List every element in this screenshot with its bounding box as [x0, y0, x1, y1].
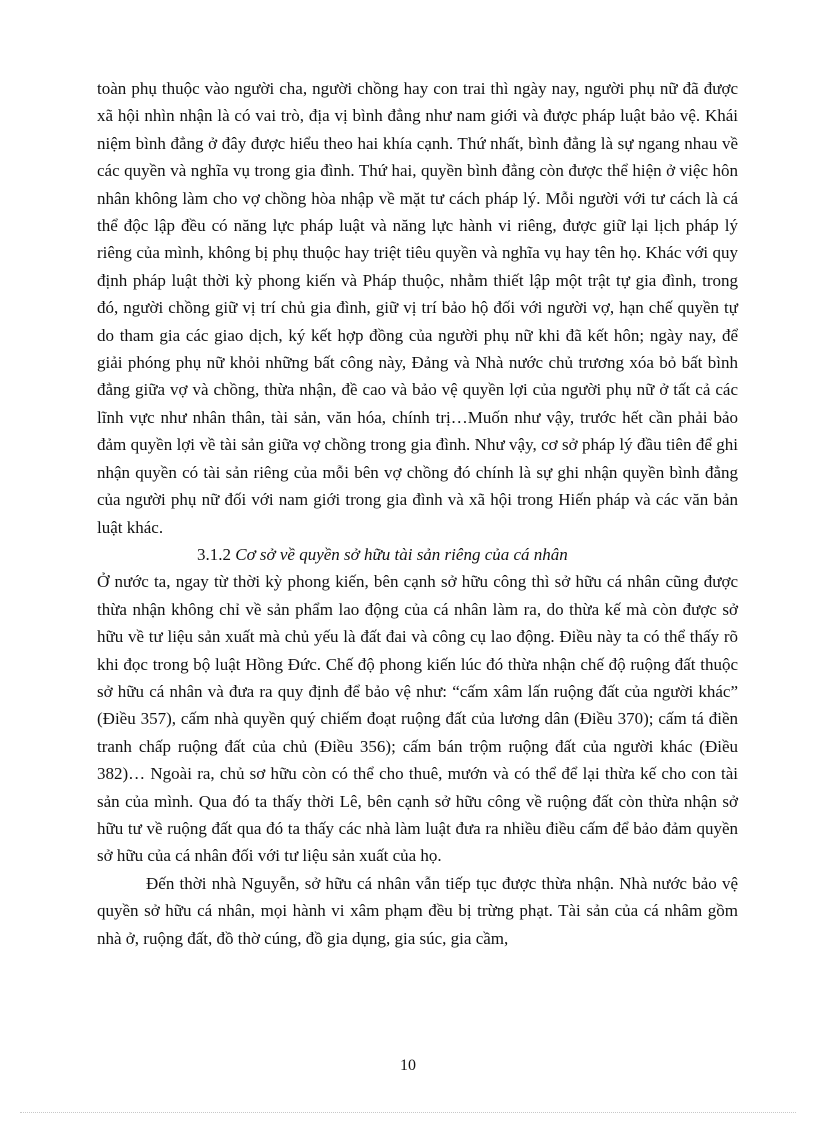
section-number: 3.1.2	[197, 544, 231, 564]
page-number: 10	[400, 1057, 416, 1074]
body-paragraph-3: Đến thời nhà Nguyễn, sở hữu cá nhân vẫn tiếp tục được thừa nhận. Nhà nước bảo vệ quyền sở hữu cá nhân, mọi hành vi xâm phạm đều bị trừng phạt. Tài sản của cá nhâm gồm nhà ở, ruộng đất, đồ thờ cúng, đồ gia dụng, gia súc, gia cầm,	[97, 873, 738, 948]
section-title: Cơ sở về quyền sở hữu tài sản riêng của cá nhân	[235, 544, 568, 564]
body-paragraph-1: toàn phụ thuộc vào người cha, người chồng hay con trai thì ngày nay, người phụ nữ đã được xã hội nhìn nhận là có vai trò, địa vị bình đẳng như nam giới và được pháp luật bảo vệ. Khái niệm bình đẳng ở đây được hiểu theo hai khía cạnh. Thứ nhất, bình đẳng là sự ngang nhau về các quyền và nghĩa vụ trong gia đình. Thứ hai, quyền bình đẳng còn được thể hiện ở việc hôn nhân không làm cho vợ chồng hòa nhập về mặt tư cách pháp lý. Mỗi người với tư cách là cá thể độc lập đều có năng lực pháp luật và năng lực hành vi riêng, được giữ lại lịch pháp lý riêng của mình, không bị phụ thuộc hay triệt tiêu quyền và nghĩa vụ hay tên họ. Khác với quy định pháp luật thời kỳ phong kiến và Pháp thuộc, nhằm thiết lập một trật tự gia đình, trong đó, người chồng giữ vị trí chủ gia đình, giữ vị trí bảo hộ đối với người vợ, hạn chế quyền tự do tham gia các giao dịch, ký kết hợp đồng của người phụ nữ khi đã kết hôn; ngày nay, để giải phóng phụ nữ khỏi những bất công này, Đảng và Nhà nước chủ trương xóa bỏ bất bình đẳng giữa vợ và chồng, thừa nhận, đề cao và bảo vệ quyền lợi của người phụ nữ ở tất cả các lĩnh vực như nhân thân, tài sản, văn hóa, chính trị…Muốn như vậy, trước hết cần phải bảo đảm quyền lợi về tài sản giữa vợ chồng trong gia đình. Như vậy, cơ sở pháp lý đầu tiên để ghi nhận quyền có tài sản riêng của mỗi bên vợ chồng đó chính là sự ghi nhận quyền bình đẳng của người phụ nữ đối với nam giới trong gia đình và xã hội trong Hiến pháp và các văn bản luật khác.	[97, 79, 738, 537]
page-content	[97, 75, 738, 952]
body-paragraph-2: Ở nước ta, ngay từ thời kỳ phong kiến, bên cạnh sở hữu công thì sở hữu cá nhân cũng được thừa nhận không chỉ về sản phẩm lao động của cá nhân làm ra, do thừa kế mà còn được sở hữu về tư liệu sản xuất mà chủ yếu là đất đai và công cụ lao động. Điều này ta có thể thấy rõ khi đọc trong bộ luật Hồng Đức. Chế độ phong kiến lúc đó thừa nhận chế độ ruộng đất thuộc sở hữu cá nhân và đưa ra quy định để bảo vệ như: “cấm xâm lấn ruộng đất của người khác” (Điều 357), cấm nhà quyền quý chiếm đoạt ruộng đất của lương dân (Điều 370); cấm tá điền tranh chấp ruộng đất của chủ (Điều 356); cấm bán trộm ruộng đất của người khác (Điều 382)… Ngoài ra, chủ sơ hữu còn có thể cho thuê, mướn và có thể để lại thừa kế cho con tài sản của mình. Qua đó ta thấy thời Lê, bên cạnh sở hữu công về ruộng đất còn thừa nhận sở hữu tư về ruộng đất qua đó ta thấy các nhà làm luật đưa ra nhiều điều cấm để bảo đảm quyền sở hữu của cá nhân đối với tư liệu sản xuất của họ.	[97, 572, 738, 866]
page-bottom-border	[20, 1112, 796, 1113]
section-heading	[97, 541, 738, 568]
